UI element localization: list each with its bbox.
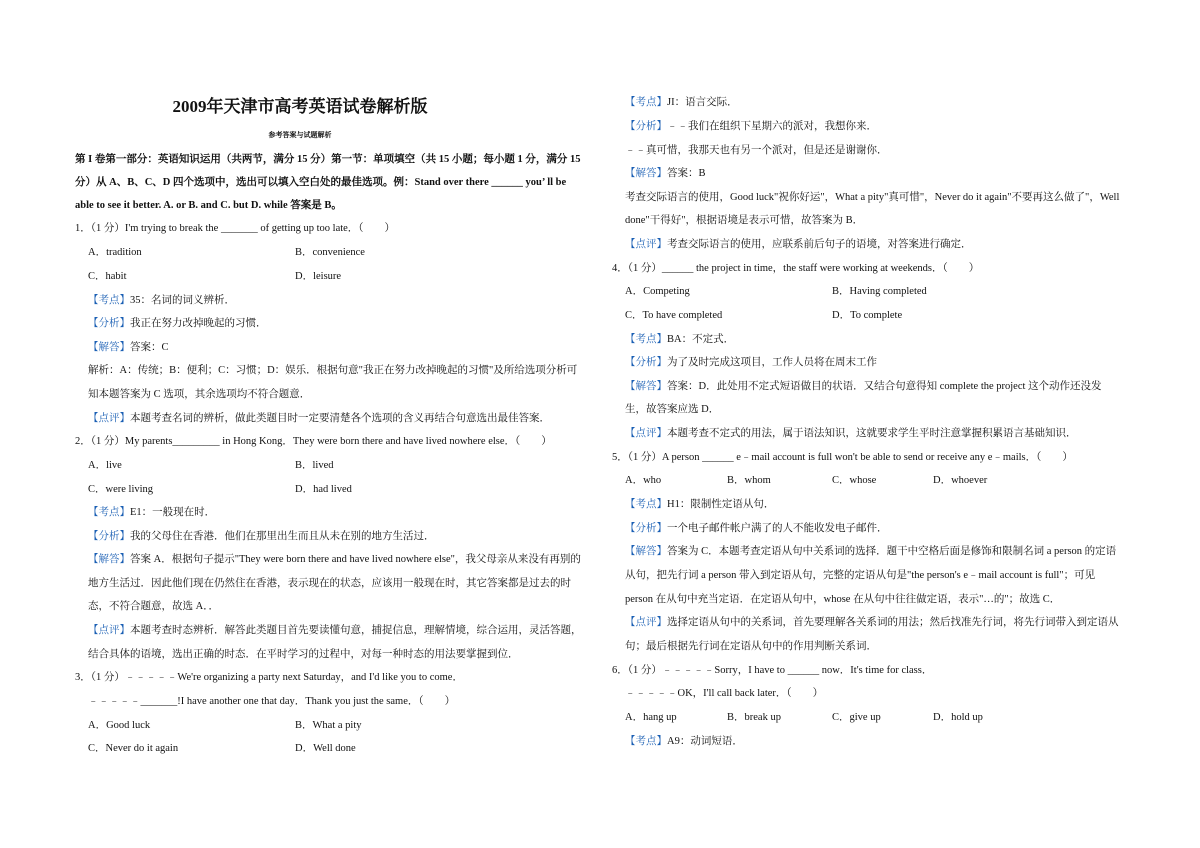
- q1-jiexi-2: 知本题答案为 C 选项，其余选项均不符合题意．: [88, 389, 311, 400]
- q5-kaodian-text: H1：限制性定语从句．: [667, 499, 775, 510]
- q4-kaodian-text: BA：不定式．: [667, 334, 735, 345]
- q6-kaodian-text: A9：动词短语．: [667, 736, 743, 747]
- jieda-tag: 【解答】: [625, 381, 667, 392]
- dianping-tag: 【点评】: [625, 239, 667, 250]
- q4-jieda-2: 生，故答案应选 D．: [625, 404, 720, 415]
- q3-jieda-text: 答案：B: [667, 168, 706, 179]
- q2-jieda-3: 态，不符合题意，故选 A．．: [88, 601, 219, 612]
- q2-fenxi: [88, 530, 435, 544]
- q5-option-d: D．whoever: [933, 475, 988, 486]
- intro-line-3: able to see it better. A. or B. and C. but D. while 答案是 B。: [75, 200, 342, 211]
- q2-kaodian-text: E1：一般现在时．: [130, 507, 216, 518]
- q4-dianping-text: 本题考查不定式的用法，属于语法知识，这就要求学生平时注意掌握积累语言基础知识．: [667, 428, 1077, 439]
- jieda-tag: 【解答】: [88, 342, 130, 353]
- q4-option-c: C．To have completed: [625, 310, 723, 321]
- q2-option-b: B．lived: [295, 460, 334, 471]
- q5-jieda-2: 从句，把先行词 a person 带入到定语从句，完整的定语从句是"the person's e﹣mail account is full"；可见: [625, 570, 1096, 581]
- q2-kaodian: [88, 506, 215, 520]
- q4-option-d: D．To complete: [832, 310, 903, 321]
- jieda-tag: 【解答】: [88, 554, 130, 565]
- q3-kaodian: [625, 96, 738, 110]
- q6-kaodian: [625, 735, 743, 749]
- q4-stem: 4．（1 分）______ the project in time，the staff were working at weekends．（ ）: [612, 263, 980, 274]
- q3-option-c: C．Never do it again: [88, 743, 179, 754]
- q4-fenxi-text: 为了及时完成这项目，工作人员将在周末工作: [667, 357, 877, 368]
- kaodian-tag: 【考点】: [625, 334, 667, 345]
- fenxi-tag: 【分析】: [625, 357, 667, 368]
- q3-jiexi-2: done"干得好"，根据语境是表示可惜，故答案为 B．: [625, 215, 864, 226]
- q5-dianping-text-1: 选择定语从句中的关系词，首先要理解各关系词的用法；然后找准先行词，将先行词带入到定语从: [667, 617, 1119, 628]
- q3-dianping: [625, 238, 972, 252]
- page-title: 2009年天津市高考英语试卷解析版: [172, 97, 428, 116]
- q5-fenxi-text: 一个电子邮件帐户满了的人不能收发电子邮件．: [667, 523, 888, 534]
- q3-option-d: D．Well done: [295, 743, 356, 754]
- q1-option-b: B．convenience: [295, 247, 365, 258]
- fenxi-tag: 【分析】: [88, 531, 130, 542]
- q2-dianping-2: 结合具体的语境，选出正确的时态．在平时学习的过程中，对每一种时态的用法要掌握到位．: [88, 649, 519, 660]
- q2-option-d: D．had lived: [295, 484, 352, 495]
- q4-jieda-text-1: 答案：D．此处用不定式短语做目的状语．又结合句意得知 complete the project 这个动作还没发: [667, 381, 1102, 392]
- fenxi-tag: 【分析】: [625, 121, 667, 132]
- q3-fenxi: [625, 120, 877, 134]
- q6-option-c: C．give up: [832, 712, 881, 723]
- q1-jieda: [88, 341, 169, 355]
- q4-dianping: [625, 427, 1077, 441]
- q5-jieda-1: [625, 545, 1116, 559]
- q5-jieda-text-1: 答案为 C．本题考查定语从句中关系词的选择．题干中空格后面是修饰和限制名词 a person 的定语: [667, 546, 1117, 557]
- q5-option-c: C．whose: [832, 475, 877, 486]
- q4-option-a: A．Competing: [625, 286, 690, 297]
- kaodian-tag: 【考点】: [625, 97, 667, 108]
- q1-dianping: [88, 412, 550, 426]
- q6-option-d: D．hold up: [933, 712, 983, 723]
- q5-stem: 5．（1 分）A person ______ e﹣mail account is full won't be able to send or receive any e﹣mails．（ ）: [612, 452, 1073, 463]
- kaodian-tag: 【考点】: [625, 736, 667, 747]
- q6-option-b: B．break up: [727, 712, 781, 723]
- q1-fenxi-text: 我正在努力改掉晚起的习惯．: [130, 318, 267, 329]
- q6-stem-1: 6．（1 分）﹣﹣﹣﹣﹣Sorry，I have to ______ now．It's time for class．: [612, 665, 933, 676]
- q5-kaodian: [625, 498, 774, 512]
- q3-dianping-text: 考查交际语言的使用，应联系前后句子的语境，对答案进行确定．: [667, 239, 972, 250]
- q1-kaodian: [88, 294, 235, 308]
- jieda-tag: 【解答】: [625, 168, 667, 179]
- intro-line-2: 分）从 A、B、C、D 四个选项中，选出可以填入空白处的最佳选项。例：Stand over there ______ you’ ll be: [75, 177, 567, 188]
- fenxi-tag: 【分析】: [625, 523, 667, 534]
- q5-jieda-3: person 在从句中充当定语．在定语从句中，whose 在从句中往往做定语，表示"…的"；故选 C．: [625, 594, 1061, 605]
- q2-fenxi-text: 我的父母住在香港．他们在那里出生而且从未在别的地方生活过．: [130, 531, 435, 542]
- page-subtitle: 参考答案与试题解析: [268, 131, 332, 139]
- q4-kaodian: [625, 333, 734, 347]
- q1-fenxi: [88, 317, 267, 331]
- q2-dianping-1: [88, 624, 582, 638]
- dianping-tag: 【点评】: [625, 617, 667, 628]
- q2-jieda-text-1: 答案 A．根据句子提示"They were born there and have lived nowhere else"，我父母亲从来没有再别的: [130, 554, 581, 565]
- q1-stem: 1．（1 分）I'm trying to break the _______ of getting up too late．（ ）: [75, 223, 396, 234]
- fenxi-tag: 【分析】: [88, 318, 130, 329]
- q1-jiexi-1: 解析：A：传统；B：便利；C：习惯；D：娱乐．根据句意"我正在努力改掉晚起的习惯"及所给选项分析可: [88, 365, 578, 376]
- q1-kaodian-text: 35：名词的词义辨析．: [130, 295, 235, 306]
- intro-line-1: 第 I 卷第一部分：英语知识运用（共两节，满分 15 分）第一节：单项填空（共 15 小题；每小题 1 分，满分 15: [75, 154, 581, 165]
- q3-option-b: B．What a pity: [295, 720, 362, 731]
- q5-option-b: B．whom: [727, 475, 771, 486]
- q6-option-a: A．hang up: [625, 712, 677, 723]
- q2-jieda-1: [88, 553, 581, 567]
- kaodian-tag: 【考点】: [88, 507, 130, 518]
- jieda-tag: 【解答】: [625, 546, 667, 557]
- q1-option-d: D．leisure: [295, 271, 342, 282]
- kaodian-tag: 【考点】: [625, 499, 667, 510]
- q4-option-b: B．Having completed: [832, 286, 927, 297]
- q2-option-a: A．live: [88, 460, 122, 471]
- q2-option-c: C．were living: [88, 484, 154, 495]
- q1-option-a: A．tradition: [88, 247, 142, 258]
- q4-fenxi: [625, 356, 877, 370]
- q2-stem: 2．（1 分）My parents_________ in Hong Kong．They were born there and have lived nowhere else．（ ）: [75, 436, 552, 447]
- q3-jieda: [625, 167, 706, 181]
- q1-option-c: C．habit: [88, 271, 127, 282]
- q1-jieda-text: 答案：C: [130, 342, 169, 353]
- dianping-tag: 【点评】: [625, 428, 667, 439]
- q3-option-a: A．Good luck: [88, 720, 151, 731]
- q3-stem-2: ﹣﹣﹣﹣﹣_______!I have another one that day．Thank you just the same．（ ）: [88, 696, 456, 707]
- q3-fenxi-text: ﹣﹣我们在组织下星期六的派对，我想你来．: [667, 121, 877, 132]
- q5-fenxi: [625, 522, 888, 536]
- q3-fenxi-2: ﹣﹣真可惜，我那天也有另一个派对，但是还是谢谢你．: [625, 145, 888, 156]
- q3-kaodian-text: JI：语言交际．: [667, 97, 738, 108]
- dianping-tag: 【点评】: [88, 413, 130, 424]
- q6-stem-2: ﹣﹣﹣﹣﹣OK，I'll call back later．（ ）: [625, 688, 824, 699]
- q4-jieda-1: [625, 380, 1102, 394]
- q5-option-a: A．who: [625, 475, 662, 486]
- q2-jieda-2: 地方生活过．因此他们现在仍然住在香港，表示现在的状态，应该用一般现在时，其它答案都是过去的时: [88, 578, 571, 589]
- q2-dianping-text-1: 本题考查时态辨析．解答此类题目首先要读懂句意，捕捉信息，理解情境，综合运用，灵活答题，: [130, 625, 582, 636]
- dianping-tag: 【点评】: [88, 625, 130, 636]
- q5-dianping-2: 句；最后根据先行词在定语从句中的作用判断关系词．: [625, 641, 877, 652]
- q3-jiexi-1: 考查交际语言的使用，Good luck"祝你好运"，What a pity"真可惜"，Never do it again"不要再这么做了"，Well: [625, 192, 1120, 203]
- q5-dianping-1: [625, 616, 1119, 630]
- q3-stem-1: 3．（1 分）﹣﹣﹣﹣﹣We're organizing a party next Saturday，and I'd like you to come．: [75, 672, 463, 683]
- kaodian-tag: 【考点】: [88, 295, 130, 306]
- q1-dianping-text: 本题考查名词的辨析，做此类题目时一定要清楚各个选项的含义再结合句意选出最佳答案．: [130, 413, 550, 424]
